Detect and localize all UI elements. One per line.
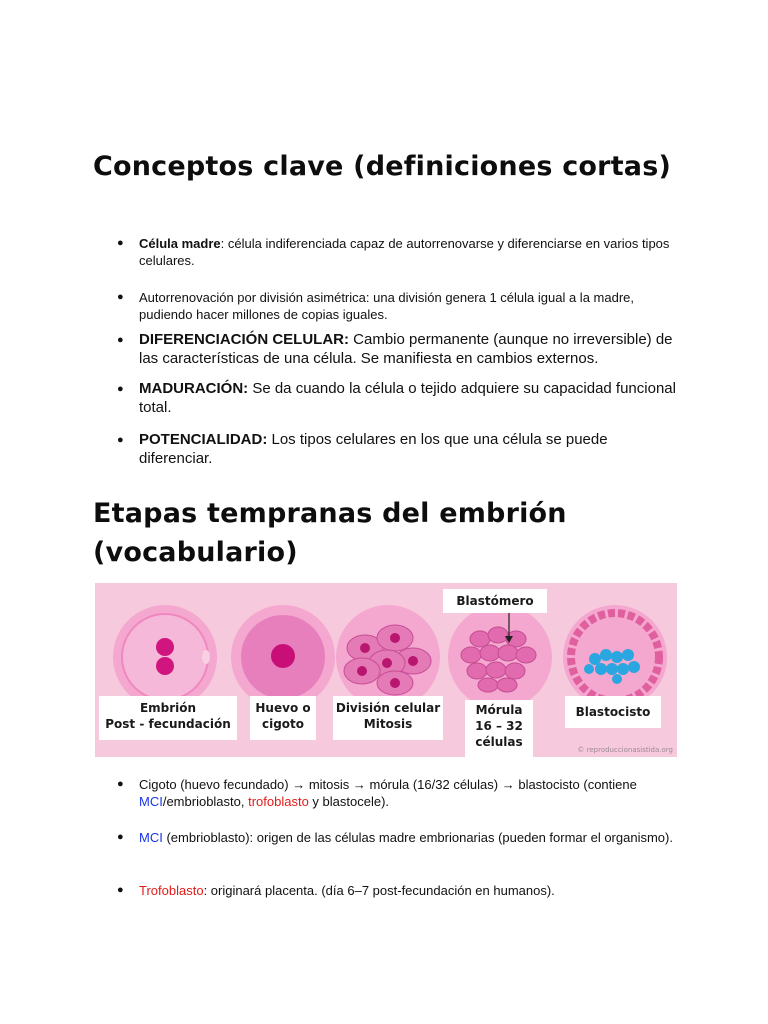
term-maduracion: MADURACIÓN: xyxy=(139,380,249,397)
text-segment: /embrioblasto, xyxy=(162,794,249,809)
label-embrion: Embrión Post - fecundación xyxy=(99,696,237,740)
label-huevo-cigoto: Huevo o cigoto xyxy=(250,696,316,740)
list-item xyxy=(117,829,677,846)
label-morula: Mórula 16 – 32 células xyxy=(465,700,533,757)
bullet-icon: ● xyxy=(117,884,124,896)
definition-text: Autorrenovación por división asimétrica: una división genera 1 célula igual a la madre, pudiendo hacer millones de copias iguales. xyxy=(139,290,634,322)
bullet-icon: ● xyxy=(117,831,124,843)
cell-division-drawing xyxy=(336,605,440,709)
heading-key-concepts: Conceptos clave (definiciones cortas) xyxy=(93,151,672,182)
bullet-icon: ● xyxy=(117,334,124,346)
list-item xyxy=(117,379,677,417)
term-diferenciacion: DIFERENCIACIÓN CELULAR: xyxy=(139,331,349,348)
term-celula-madre: Célula madre xyxy=(139,236,221,251)
list-item xyxy=(117,882,677,899)
morula-drawing xyxy=(448,605,552,709)
label-blastocisto: Blastocisto xyxy=(565,696,661,728)
zygote-drawing xyxy=(231,605,335,709)
text-segment: Cigoto (huevo fecundado) → mitosis → mórula (16/32 células) → blastocisto (contiene xyxy=(139,777,637,792)
list-item xyxy=(117,235,677,269)
text-segment: (embrioblasto): origen de las células madre embrionarias (pueden formar el organismo). xyxy=(162,830,673,845)
definition-text: : célula indiferenciada capaz de autorrenovarse y diferenciarse en varios tipos celulares. xyxy=(139,236,670,268)
list-item xyxy=(117,289,677,323)
definition-text: Cambio permanente (aunque no irreversible) de las características de una célula. Se manifiesta en cambios externos. xyxy=(139,331,673,367)
heading-embryo-stages: Etapas tempranas del embrión (vocabulario) xyxy=(93,498,567,568)
bullet-icon: ● xyxy=(117,237,124,249)
text-segment: : originará placenta. (día 6–7 post-fecundación en humanos). xyxy=(203,883,555,898)
image-credit: © reproduccionasistida.org xyxy=(577,746,673,754)
embryo-stages-figure xyxy=(95,583,677,757)
list-item xyxy=(117,776,677,810)
blastocyst-drawing xyxy=(563,605,667,709)
bullet-icon: ● xyxy=(117,383,124,395)
term-mci: MCI xyxy=(139,830,163,845)
list-item xyxy=(117,430,677,468)
definition-text: Los tipos celulares en los que una célula se puede diferenciar. xyxy=(139,431,608,467)
list-item xyxy=(117,330,677,368)
term-trofoblasto: trofoblasto xyxy=(248,794,309,809)
text-segment: y blastocele). xyxy=(308,794,390,809)
bullet-icon: ● xyxy=(117,291,124,303)
term-trofoblasto: Trofoblasto xyxy=(139,883,204,898)
definition-text: Se da cuando la célula o tejido adquiere su capacidad funcional total. xyxy=(139,380,676,416)
bullet-icon: ● xyxy=(117,434,124,446)
embryo-post-fecundation-drawing xyxy=(113,605,217,709)
bullet-icon: ● xyxy=(117,778,124,790)
label-blastomero: Blastómero xyxy=(443,589,547,613)
term-potencialidad: POTENCIALIDAD: xyxy=(139,431,268,448)
label-division-celular: División celular Mitosis xyxy=(333,696,443,740)
term-mci: MCI xyxy=(139,794,163,809)
